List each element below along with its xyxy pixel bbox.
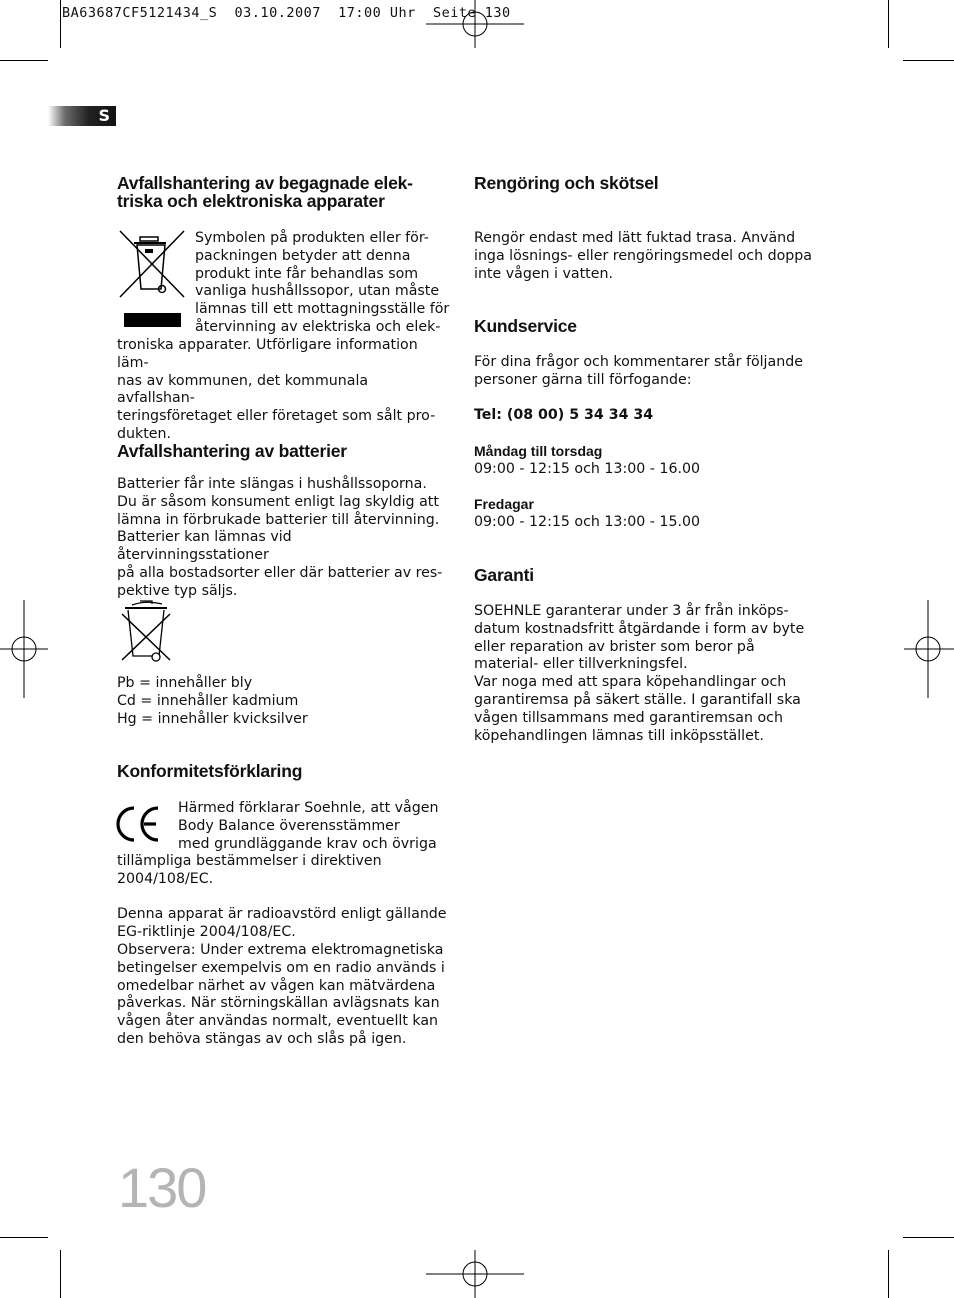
print-header: BA63687CF5121434_S 03.10.2007 17:00 Uhr Seite 130 — [62, 5, 511, 21]
conformity-line: med grundläggande krav och övriga — [178, 835, 437, 852]
weee-line: lämnas till ett mottagningsställe för — [195, 301, 450, 318]
warranty-title: Garanti — [474, 565, 534, 585]
conformity-line: Denna apparat är radioavstörd enligt gällande — [117, 906, 447, 923]
warranty-line: köpehandlingen lämnas till inköpsstället. — [474, 727, 764, 744]
conformity-text-full — [117, 853, 447, 1049]
substances-list — [117, 675, 447, 728]
conformity-line: Observera: Under extrema elektromagnetiska — [117, 941, 444, 958]
conformity-line: vågen åter användas normalt, eventuellt kan — [117, 1013, 439, 1030]
batteries-line: Batterier får inte slängas i hushållssoporna. — [117, 476, 427, 492]
warranty-line: eller reparation av brister som beror på — [474, 638, 755, 655]
warranty-line: SOEHNLE garanterar under 3 år från inköps- — [474, 603, 789, 619]
friday-label: Fredagar — [474, 496, 534, 513]
crossed-wheelie-bin-icon — [118, 229, 186, 329]
weee-line: Symbolen på produkten eller för- — [195, 230, 429, 246]
weee-line: troniska apparater. Utförligare information läm- — [117, 337, 418, 371]
weee-text-wrapped — [195, 230, 450, 337]
language-code: S — [98, 106, 110, 125]
service-line: personer gärna till förfogande: — [474, 371, 692, 388]
batteries-line: pektive typ säljs. — [117, 582, 238, 599]
conformity-line: Härmed förklarar Soehnle, att vågen — [178, 800, 439, 816]
language-tab — [48, 106, 116, 126]
conformity-line: den behöva stängas av och slås på igen. — [117, 1030, 407, 1047]
service-section — [474, 317, 814, 532]
conformity-title: Konformitetsförklaring — [117, 761, 303, 781]
conformity-line: Body Balance överensstämmer — [178, 817, 400, 834]
substance-item: Hg = innehåller kvicksilver — [117, 710, 308, 727]
service-line: För dina frågor och kommentarer står följande — [474, 354, 803, 370]
weee-line: packningen betyder att denna — [195, 247, 411, 264]
warranty-section — [474, 566, 814, 745]
cleaning-line: inte vågen i vatten. — [474, 265, 613, 282]
batteries-line: lämna in förbrukade batterier till återvinning. — [117, 511, 440, 528]
weee-title-line-1: Avfallshantering av begagnade elek- — [117, 173, 413, 193]
registration-mark-bottom — [426, 1250, 524, 1298]
batteries-line: på alla bostadsorter eller där batterier av res- — [117, 564, 443, 581]
batteries-section — [117, 442, 447, 601]
batteries-line: Batterier kan lämnas vid återvinningsstationer — [117, 529, 292, 564]
conformity-line: EG-riktlinje 2004/108/EC. — [117, 924, 296, 941]
substance-item: Cd = innehåller kadmium — [117, 692, 299, 709]
weee-line: teringsföretaget eller företaget som sålt pro- — [117, 408, 436, 425]
ce-mark-icon — [114, 804, 162, 844]
batteries-title: Avfallshantering av batterier — [117, 441, 347, 461]
service-phone: Tel: (08 00) 5 34 34 34 — [474, 407, 654, 424]
weee-line: produkt inte får behandlas som — [195, 265, 419, 282]
weee-line: dukten. — [117, 425, 172, 442]
cleaning-line: inga lösnings- eller rengöringsmedel och doppa — [474, 247, 812, 264]
warranty-line: vågen tillsammans med garantiremsan och — [474, 709, 783, 726]
weee-line: återvinning av elektriska och elek- — [195, 318, 441, 335]
conformity-line: tillämpliga bestämmelser i direktiven — [117, 853, 382, 869]
batteries-line: Du är såsom konsument enligt lag skyldig att — [117, 493, 439, 510]
conformity-line: påverkas. När störningskällan avlägsnats kan — [117, 995, 440, 1012]
weekdays-label: Måndag till torsdag — [474, 442, 603, 459]
warranty-line: datum kostnadsfritt åtgärdande i form av byte — [474, 620, 805, 637]
weee-title-line-2: triska och elektroniska apparater — [117, 191, 385, 211]
weee-line: nas av kommunen, det kommunala avfallshan- — [117, 372, 369, 407]
warranty-line: garantiremsa på säkert ställe. I garantifall ska — [474, 691, 801, 708]
weee-section — [117, 174, 447, 210]
weekdays-hours: 09:00 - 12:15 och 13:00 - 16.00 — [474, 460, 701, 477]
service-title: Kundservice — [474, 316, 577, 336]
conformity-line: betingelser exempelvis om en radio används i — [117, 959, 445, 976]
registration-mark-right — [904, 600, 954, 698]
conformity-title-block — [117, 762, 447, 780]
conformity-line: 2004/108/EC. — [117, 870, 214, 887]
friday-hours: 09:00 - 12:15 och 13:00 - 15.00 — [474, 514, 701, 531]
conformity-text-wrapped — [178, 800, 448, 853]
warranty-line: material- eller tillverkningsfel. — [474, 656, 688, 673]
battery-bin-icon — [118, 598, 174, 664]
conformity-line: omedelbar närhet av vågen kan mätvärdena — [117, 977, 436, 994]
cleaning-section — [474, 174, 814, 192]
page-number: 130 — [118, 1156, 206, 1219]
cleaning-text — [474, 230, 814, 283]
cleaning-title: Rengöring och skötsel — [474, 173, 659, 193]
registration-mark-left — [0, 600, 48, 698]
substance-item: Pb = innehåller bly — [117, 675, 253, 691]
warranty-line: Var noga med att spara köpehandlingar och — [474, 674, 787, 691]
weee-text-full — [117, 337, 447, 444]
weee-line: vanliga hushållssopor, utan måste — [195, 283, 440, 300]
cleaning-line: Rengör endast med lätt fuktad trasa. Använd — [474, 230, 796, 246]
